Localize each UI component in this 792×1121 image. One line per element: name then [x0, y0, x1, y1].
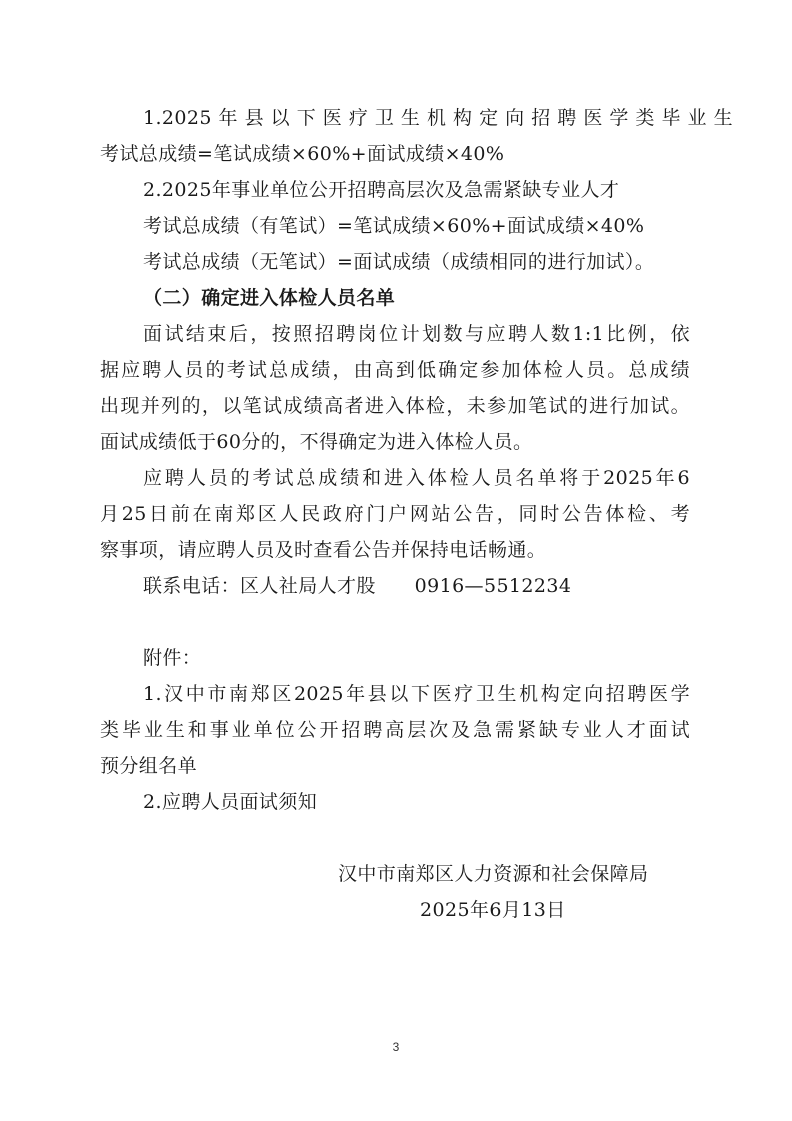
- paragraph-line: 出现并列的，以笔试成绩高者进入体检，未参加笔试的进行加试。: [100, 395, 690, 417]
- section-heading: （二）确定进入体检人员名单: [143, 287, 396, 309]
- attachment-item: 类毕业生和事业单位公开招聘高层次及急需紧缺专业人才面试: [100, 719, 690, 741]
- paragraph-line: 月25日前在南郑区人民政府门户网站公告，同时公告体检、考: [100, 503, 690, 525]
- paragraph-line: 考试总成绩（有笔试）=笔试成绩×60%+面试成绩×40%: [143, 215, 645, 237]
- attachment-item: 2.应聘人员面试须知: [143, 791, 318, 813]
- signature-org: 汉中市南郑区人力资源和社会保障局: [338, 863, 649, 885]
- signature-date: 2025年6月13日: [420, 899, 566, 921]
- paragraph-line: 考试总成绩=笔试成绩×60%+面试成绩×40%: [100, 143, 505, 165]
- attachment-item: 1.汉中市南郑区2025年县以下医疗卫生机构定向招聘医学: [143, 683, 690, 705]
- paragraph-line: 考试总成绩（无笔试）=面试成绩（成绩相同的进行加试）。: [143, 251, 655, 273]
- attachments-label: 附件：: [143, 647, 202, 669]
- attachment-item: 预分组名单: [100, 755, 198, 777]
- paragraph-line: 1.2025年县以下医疗卫生机构定向招聘医学类毕业生: [143, 107, 733, 129]
- contact-phone: 联系电话：区人社局人才股 0916—5512234: [143, 575, 572, 597]
- paragraph-line: 面试结束后，按照招聘岗位计划数与应聘人数1:1比例，依: [143, 323, 690, 345]
- paragraph-line: 察事项，请应聘人员及时查看公告并保持电话畅通。: [100, 539, 547, 561]
- paragraph-line: 据应聘人员的考试总成绩，由高到低确定参加体检人员。总成绩: [100, 359, 690, 381]
- page-number: 3: [392, 1040, 400, 1054]
- paragraph-line: 2.2025年事业单位公开招聘高层次及急需紧缺专业人才: [143, 179, 620, 201]
- paragraph-line: 面试成绩低于60分的，不得确定为进入体检人员。: [100, 431, 533, 453]
- paragraph-line: 应聘人员的考试总成绩和进入体检人员名单将于2025年6: [143, 467, 690, 489]
